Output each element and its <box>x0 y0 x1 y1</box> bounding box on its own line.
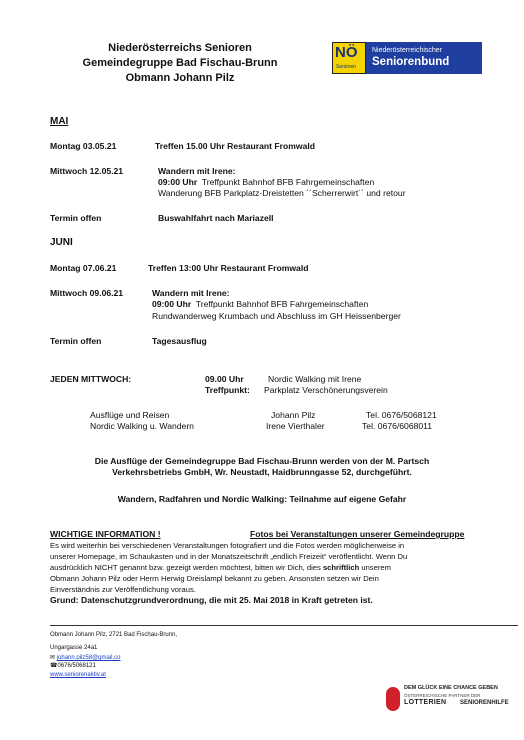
event-date: Termin offen <box>50 336 102 346</box>
event-date: Termin offen <box>50 213 102 223</box>
event-text: Wandern mit Irene: <box>158 166 236 176</box>
info-title: WICHTIGE INFORMATION ! <box>50 529 161 539</box>
sponsor-name: LOTTERIEN <box>404 699 447 706</box>
operator-notice: Die Ausflüge der Gemeindegruppe Bad Fischau-Brunn werden von der M. Partsch <box>94 456 430 466</box>
event-detail: Rundwanderweg Krumbach und Abschluss im GH Heissenberger <box>152 311 401 321</box>
noe-badge-icon <box>332 42 366 74</box>
event-date: Montag 03.05.21 <box>50 141 117 151</box>
contact-person: Johann Pilz <box>271 410 316 420</box>
weekly-meet-label: Treffpunkt: <box>205 385 250 395</box>
contact-topic: Ausflüge und Reisen <box>90 410 170 420</box>
info-paragraph <box>50 562 391 573</box>
info-paragraph: Obmann Johann Pilz oder Herrn Herwig Dreislampl bekannt zu geben. Ansonsten setzen wir Dein <box>50 574 379 583</box>
info-paragraph: Einverständnis zur Veröffentlichung voraus. <box>50 585 196 594</box>
logo-line2: Seniorenbund <box>372 56 450 68</box>
footer-website-link[interactable]: www.seniorenaktiv.at <box>50 672 106 678</box>
lotterien-logo <box>386 684 516 714</box>
contact-phone: Tel. 0676/5068121 <box>366 410 437 420</box>
sponsor-sub: ÖSTERREICHISCHE PARTNER DER <box>404 693 481 698</box>
logo-line1: Niederösterreichischer <box>372 47 443 54</box>
contact-phone: Tel. 0676/6068011 <box>362 421 433 431</box>
event-meeting: Treffpunkt Bahnhof BFB Fahrgemeinschaften <box>201 177 375 187</box>
event-text: Treffen 13:00 Uhr Restaurant Fromwald <box>148 263 309 273</box>
sponsor-slogan: DEM GLÜCK EINE CHANCE GEBEN <box>404 685 498 691</box>
seniorenbund-logo <box>332 42 482 74</box>
footer-street: Ungargasse 24a1 <box>50 645 98 651</box>
weekly-meet-place: Parkplatz Verschönerungsverein <box>264 385 388 395</box>
phone-icon: ☎ <box>50 663 58 669</box>
info-paragraph: Es wird weiterhin bei verschiedenen Veranstaltungen fotografiert und die Fotos werden möglicherweise in <box>50 541 405 550</box>
info-reason: Grund: Datenschutzgrundverordnung, die mit 25. Mai 2018 in Kraft getreten ist. <box>50 595 373 605</box>
footer-divider <box>50 625 518 626</box>
event-date: Mittwoch 12.05.21 <box>50 166 124 176</box>
event-date: Mittwoch 09.06.21 <box>50 288 124 298</box>
event-text: Treffen 15.00 Uhr Restaurant Fromwald <box>155 141 315 151</box>
sponsor-partner: SENIORENHILFE <box>460 700 509 706</box>
info-text: unserem <box>359 563 391 572</box>
badge-subtext: Senioren <box>336 64 357 70</box>
info-paragraph: unserer Homepage, im Schaukasten und in der Monatszeitschrift „endlich Freizeit“ veröffentlicht. Wenn Du <box>50 552 408 561</box>
event-date: Montag 07.06.21 <box>50 263 117 273</box>
info-subtitle: Fotos bei Veranstaltungen unserer Gemeindegruppe <box>250 529 465 539</box>
logo-banner <box>366 42 482 74</box>
footer-email-link[interactable]: johann.pilz58@gmail.co <box>56 655 121 661</box>
event-detail: Wanderung BFB Parkplatz-Dreistetten ´´Scherrerwirt´´ und retour <box>158 188 406 198</box>
footer-address: Obmann Johann Pilz, 2721 Bad Fischau-Brunn, <box>50 632 178 638</box>
mail-icon: ✉ <box>50 655 56 661</box>
footer-email-row <box>50 654 121 662</box>
group-name: Gemeindegruppe Bad Fischau-Brunn <box>82 57 278 69</box>
info-emphasis: schriftlich <box>322 563 360 572</box>
contact-topic: Nordic Walking u. Wandern <box>90 421 194 431</box>
event-text: Buswahlfahrt nach Mariazell <box>158 213 274 223</box>
event-detail <box>152 299 368 310</box>
section-juni-heading: JUNI <box>50 237 73 248</box>
chairman: Obmann Johann Pilz <box>125 72 235 84</box>
badge-text: NÖ <box>335 44 358 61</box>
risk-notice: Wandern, Radfahren und Nordic Walking: Teilnahme auf eigene Gefahr <box>117 494 407 504</box>
event-meeting: Treffpunkt Bahnhof BFB Fahrgemeinschaften <box>195 299 369 309</box>
weekly-time: 09.00 Uhr <box>205 374 244 384</box>
event-text: Tagesausflug <box>152 336 207 346</box>
event-time: 09:00 Uhr <box>152 299 192 309</box>
event-time: 09:00 Uhr <box>158 177 198 187</box>
event-text: Wandern mit Irene: <box>152 288 230 298</box>
event-detail <box>158 177 374 188</box>
lotterien-icon <box>386 687 400 711</box>
section-mai-heading: MAI <box>50 116 69 127</box>
weekly-label: JEDEN MITTWOCH: <box>50 374 132 384</box>
info-text: ausdrücklich NICHT genannt bzw. gezeigt werden möchtest, bitten wir Dich, dies <box>50 563 323 572</box>
operator-notice: Verkehrsbetriebs GmbH, Wr. Neustadt, Haidbrunngasse 52, durchgeführt. <box>112 467 412 477</box>
contact-person: Irene Vierthaler <box>266 421 325 431</box>
org-name: Niederösterreichs Senioren <box>108 42 252 54</box>
footer-phone: 0676/5068121 <box>57 663 96 669</box>
weekly-activity: Nordic Walking mit Irene <box>268 374 362 384</box>
footer-phone-row <box>50 662 96 670</box>
